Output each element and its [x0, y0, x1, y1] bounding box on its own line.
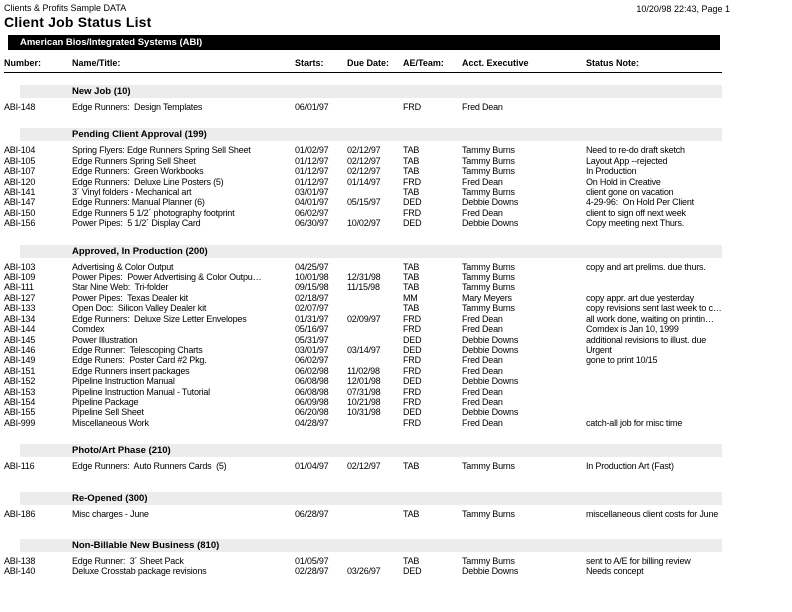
cell-name: Edge Runners: Auto Runners Cards (5)	[72, 461, 227, 472]
cell-note: copy revisions sent last week to c…	[586, 303, 722, 314]
cell-due: 07/31/98	[347, 386, 381, 397]
cell-acct: Mary Meyers	[462, 292, 512, 303]
cell-team: DED	[403, 218, 422, 229]
cell-team: MM	[403, 292, 418, 303]
cell-starts: 06/02/97	[295, 207, 329, 218]
cell-team: TAB	[403, 282, 420, 293]
cell-note: 4-29-96: On Hold Per Client	[586, 197, 694, 208]
report-section	[0, 245, 792, 429]
col-header-ae-team: AE/Team:	[403, 58, 444, 68]
section-title: New Job (10)	[72, 86, 131, 97]
cell-due: 10/02/97	[347, 218, 381, 229]
cell-number: ABI-116	[4, 461, 35, 472]
cell-due	[347, 324, 403, 334]
cell-starts: 01/05/97	[295, 555, 329, 566]
cell-team: FRD	[403, 176, 421, 187]
job-row	[0, 397, 792, 407]
cell-starts: 03/01/97	[295, 344, 329, 355]
cell-name: Deluxe Crosstab package revisions	[72, 566, 207, 577]
cell-due: 03/14/97	[347, 344, 381, 355]
cell-team: TAB	[403, 508, 420, 519]
cell-number: ABI-145	[4, 334, 36, 345]
cell-name: Edge Runners: Green Workbooks	[72, 166, 204, 177]
cell-name: Pipeline Instruction Manual	[72, 376, 175, 387]
cell-due: 03/26/97	[347, 566, 381, 577]
cell-due: 10/31/98	[347, 407, 381, 418]
cell-acct: Tammy Burns	[462, 282, 515, 293]
job-row	[0, 366, 792, 376]
client-group-bar	[8, 35, 720, 50]
cell-starts: 06/02/98	[295, 365, 329, 376]
cell-team: FRD	[403, 313, 421, 324]
cell-acct: Tammy Burns	[462, 187, 515, 198]
section-band	[20, 539, 722, 552]
section-band	[20, 128, 722, 141]
section-title: Photo/Art Phase (210)	[72, 445, 171, 457]
cell-acct: Debbie Downs	[462, 376, 519, 387]
cell-team: TAB	[403, 303, 420, 314]
section-band	[20, 492, 722, 505]
cell-due: 02/09/97	[347, 313, 381, 324]
job-row	[0, 314, 792, 324]
cell-note: copy and art prelims. due thurs.	[586, 261, 706, 272]
cell-due	[347, 262, 403, 272]
cell-number: ABI-111	[4, 282, 34, 293]
cell-number: ABI-152	[4, 376, 36, 387]
cell-acct: Fred Dean	[462, 176, 503, 187]
cell-due: 01/14/97	[347, 176, 381, 187]
cell-number: ABI-104	[4, 145, 36, 156]
cell-team: TAB	[403, 555, 420, 566]
cell-note	[586, 376, 786, 386]
cell-name: Power Pipes: Texas Dealer kit	[72, 292, 188, 303]
cell-name: Open Doc: Silicon Valley Dealer kit	[72, 303, 207, 314]
cell-name: Edge Runners: Manual Planner (6)	[72, 197, 205, 208]
cell-due: 02/12/97	[347, 155, 381, 166]
cell-name: Edge Runners 5 1/2´ photography footprint	[72, 207, 235, 218]
cell-number: ABI-134	[4, 313, 36, 324]
section-title: Re-Opened (300)	[72, 492, 148, 504]
cell-due	[347, 303, 403, 313]
cell-acct: Fred Dean	[462, 365, 503, 376]
cell-number: ABI-186	[4, 508, 36, 519]
cell-number: ABI-999	[4, 417, 36, 428]
cell-due: 11/15/98	[347, 282, 380, 293]
job-row	[0, 208, 792, 218]
cell-acct: Tammy Burns	[462, 555, 515, 566]
cell-team: DED	[403, 566, 422, 577]
cell-acct: Fred Dean	[462, 102, 503, 112]
cell-team: TAB	[403, 261, 420, 272]
cell-team: TAB	[403, 166, 420, 177]
cell-due: 10/21/98	[347, 396, 381, 407]
cell-team: DED	[403, 334, 422, 345]
cell-acct: Debbie Downs	[462, 407, 519, 418]
job-row	[0, 556, 792, 566]
cell-starts: 01/12/97	[295, 166, 329, 177]
cell-note: client to sign off next week	[586, 207, 686, 218]
cell-team: FRD	[403, 207, 421, 218]
cell-starts: 01/12/97	[295, 176, 329, 187]
cell-acct: Tammy Burns	[462, 508, 515, 519]
page-info: 10/20/98 22:43, Page 1	[636, 4, 730, 14]
cell-due: 02/12/97	[347, 166, 381, 177]
report-section	[0, 444, 792, 471]
cell-due: 12/31/98	[347, 272, 381, 283]
cell-number: ABI-103	[4, 261, 36, 272]
job-row	[0, 345, 792, 355]
report-section	[0, 492, 792, 519]
cell-name: Power Illustration	[72, 334, 138, 345]
section-title: Pending Client Approval (199)	[72, 129, 207, 141]
cell-team: TAB	[403, 145, 420, 156]
section-title: Approved, In Production (200)	[72, 245, 208, 257]
cell-acct: Tammy Burns	[462, 166, 515, 177]
job-row	[0, 218, 792, 228]
cell-note	[586, 102, 786, 112]
cell-starts: 01/04/97	[295, 461, 329, 472]
cell-starts: 06/08/98	[295, 386, 329, 397]
cell-number: ABI-155	[4, 407, 36, 418]
cell-acct: Debbie Downs	[462, 566, 519, 577]
col-header-number: Number:	[4, 58, 42, 68]
cell-number: ABI-140	[4, 566, 36, 577]
job-row	[0, 272, 792, 282]
cell-number: ABI-138	[4, 555, 36, 566]
job-row	[0, 102, 792, 112]
cell-note: copy appr. art due yesterday	[586, 292, 694, 303]
cell-acct: Fred Dean	[462, 386, 503, 397]
cell-number: ABI-133	[4, 303, 36, 314]
cell-starts: 01/02/97	[295, 145, 329, 156]
cell-name: Edge Runners Spring Sell Sheet	[72, 155, 196, 166]
cell-acct: Debbie Downs	[462, 197, 519, 208]
cell-note: additional revisions to illust. due	[586, 334, 707, 345]
cell-starts: 06/01/97	[295, 102, 329, 112]
job-row	[0, 293, 792, 303]
cell-acct: Debbie Downs	[462, 344, 519, 355]
app-title: Clients & Profits Sample DATA	[4, 3, 127, 13]
cell-due	[347, 335, 403, 345]
cell-starts: 06/08/98	[295, 376, 329, 387]
cell-acct: Fred Dean	[462, 396, 503, 407]
cell-note	[586, 407, 786, 417]
cell-starts: 06/28/97	[295, 508, 329, 519]
cell-starts: 06/09/98	[295, 396, 329, 407]
cell-note: gone to print 10/15	[586, 355, 658, 366]
cell-number: ABI-107	[4, 166, 36, 177]
cell-number: ABI-141	[4, 187, 36, 198]
cell-note: Urgent	[586, 344, 612, 355]
cell-name: Spring Flyers: Edge Runners Spring Sell Sheet	[72, 145, 251, 156]
sections-container	[0, 85, 792, 577]
cell-name: Edge Runner: Telescoping Charts	[72, 344, 203, 355]
cell-team: TAB	[403, 155, 420, 166]
page-title: Client Job Status List	[4, 14, 152, 30]
cell-note: Needs concept	[586, 566, 644, 577]
cell-team: FRD	[403, 396, 421, 407]
cell-name: Power Pipes: Power Advertising & Color Outpu…	[72, 272, 262, 283]
cell-name: Pipeline Package	[72, 396, 139, 407]
cell-number: ABI-109	[4, 272, 36, 283]
cell-note: Copy meeting next Thurs.	[586, 218, 685, 229]
column-headers	[0, 58, 792, 69]
job-row	[0, 166, 792, 176]
report-section	[0, 539, 792, 577]
cell-note	[586, 387, 786, 397]
cell-team: TAB	[403, 272, 420, 283]
cell-name: Miscellaneous Work	[72, 417, 149, 428]
cell-acct: Debbie Downs	[462, 218, 519, 229]
cell-due	[347, 418, 403, 428]
cell-starts: 04/01/97	[295, 197, 329, 208]
section-band	[20, 85, 722, 98]
cell-note: Layout App --rejected	[586, 155, 668, 166]
cell-name: Edge Runners: Design Templates	[72, 102, 203, 112]
job-row	[0, 187, 792, 197]
cell-starts: 04/28/97	[295, 417, 329, 428]
cell-acct: Fred Dean	[462, 313, 503, 324]
cell-acct: Fred Dean	[462, 355, 503, 366]
client-group-label: American Bios/Integrated Systems (ABI)	[20, 37, 203, 48]
cell-note	[586, 397, 786, 407]
cell-note: Comdex is Jan 10, 1999	[586, 324, 679, 335]
cell-due	[347, 293, 403, 303]
job-row	[0, 461, 792, 471]
cell-starts: 10/01/98	[295, 272, 329, 283]
cell-note: sent to A/E for billing review	[586, 555, 691, 566]
cell-starts: 05/31/97	[295, 334, 329, 345]
report-section	[0, 128, 792, 228]
cell-due: 11/02/98	[347, 365, 380, 376]
cell-acct: Tammy Burns	[462, 155, 515, 166]
cell-name: Edge Runners: Deluxe Line Posters (5)	[72, 176, 224, 187]
cell-team: DED	[403, 407, 422, 418]
cell-team: DED	[403, 197, 422, 208]
cell-starts: 04/25/97	[295, 261, 329, 272]
job-row	[0, 407, 792, 417]
cell-starts: 01/31/97	[295, 313, 329, 324]
col-header-starts: Starts:	[295, 58, 324, 68]
job-row	[0, 197, 792, 207]
cell-starts: 06/20/98	[295, 407, 329, 418]
cell-name: Power Pipes: 5 1/2´ Display Card	[72, 218, 201, 229]
cell-acct: Debbie Downs	[462, 334, 519, 345]
cell-note: In Production	[586, 166, 637, 177]
cell-due: 12/01/98	[347, 376, 381, 387]
col-header-status-note: Status Note:	[586, 58, 640, 68]
section-band	[20, 245, 722, 258]
section-title: Non-Billable New Business (810)	[72, 539, 220, 551]
cell-acct: Fred Dean	[462, 207, 503, 218]
cell-due	[347, 355, 403, 365]
cell-starts: 09/15/98	[295, 282, 329, 293]
cell-starts: 02/28/97	[295, 566, 329, 577]
job-row	[0, 566, 792, 576]
cell-team: DED	[403, 344, 422, 355]
col-header-name: Name/Title:	[72, 58, 121, 68]
job-row	[0, 262, 792, 272]
header-divider	[4, 72, 722, 73]
cell-team: FRD	[403, 102, 421, 112]
cell-starts: 05/16/97	[295, 324, 329, 335]
cell-note: miscellaneous client costs for June	[586, 508, 719, 519]
cell-note	[586, 282, 786, 292]
cell-due: 02/12/97	[347, 461, 381, 472]
job-row	[0, 387, 792, 397]
cell-note	[586, 366, 786, 376]
cell-name: Edge Runner: 3´ Sheet Pack	[72, 555, 184, 566]
job-row	[0, 282, 792, 292]
cell-team: FRD	[403, 355, 421, 366]
cell-name: Advertising & Color Output	[72, 261, 174, 272]
cell-due	[347, 556, 403, 566]
cell-team: TAB	[403, 187, 420, 198]
job-row	[0, 324, 792, 334]
cell-number: ABI-144	[4, 324, 36, 335]
cell-due: 02/12/97	[347, 145, 381, 156]
cell-number: ABI-149	[4, 355, 36, 366]
cell-team: TAB	[403, 461, 420, 472]
cell-name: Misc charges - June	[72, 508, 149, 519]
col-header-acct-executive: Acct. Executive	[462, 58, 529, 68]
cell-team: FRD	[403, 324, 421, 335]
cell-number: ABI-151	[4, 365, 36, 376]
cell-note: In Production Art (Fast)	[586, 461, 674, 472]
cell-note: client gone on vacation	[586, 187, 674, 198]
cell-acct: Fred Dean	[462, 417, 503, 428]
job-row	[0, 509, 792, 519]
cell-note	[586, 272, 786, 282]
cell-name: Edge Runers: Poster Card #2 Pkg.	[72, 355, 207, 366]
cell-number: ABI-156	[4, 218, 36, 229]
cell-note: catch-all job for misc time	[586, 417, 683, 428]
cell-acct: Tammy Burns	[462, 303, 515, 314]
job-row	[0, 303, 792, 313]
cell-starts: 01/12/97	[295, 155, 329, 166]
cell-number: ABI-120	[4, 176, 36, 187]
report-section	[0, 85, 792, 112]
col-header-due-date: Due Date:	[347, 58, 390, 68]
cell-starts: 06/02/97	[295, 355, 329, 366]
cell-name: Comdex	[72, 324, 105, 335]
cell-name: Edge Runners: Deluxe Size Letter Envelopes	[72, 313, 247, 324]
cell-number: ABI-146	[4, 344, 36, 355]
cell-starts: 02/07/97	[295, 303, 329, 314]
job-row	[0, 376, 792, 386]
cell-number: ABI-127	[4, 292, 36, 303]
job-row	[0, 355, 792, 365]
cell-note: all work done, waiting on printin…	[586, 313, 714, 324]
cell-number: ABI-105	[4, 155, 36, 166]
cell-number: ABI-148	[4, 102, 36, 112]
cell-due	[347, 102, 403, 112]
job-row	[0, 156, 792, 166]
section-band	[20, 444, 722, 457]
cell-team: FRD	[403, 365, 421, 376]
cell-starts: 02/18/97	[295, 292, 329, 303]
cell-due: 05/15/97	[347, 197, 381, 208]
cell-acct: Tammy Burns	[462, 261, 515, 272]
cell-number: ABI-154	[4, 396, 36, 407]
job-row	[0, 145, 792, 155]
cell-name: Edge Runners insert packages	[72, 365, 190, 376]
cell-acct: Tammy Burns	[462, 461, 515, 472]
cell-team: FRD	[403, 386, 421, 397]
cell-due	[347, 509, 403, 519]
cell-acct: Tammy Burns	[462, 272, 515, 283]
cell-name: Star Nine Web: Tri-folder	[72, 282, 169, 293]
cell-number: ABI-147	[4, 197, 36, 208]
job-row	[0, 177, 792, 187]
cell-due	[347, 208, 403, 218]
cell-acct: Fred Dean	[462, 324, 503, 335]
cell-team: DED	[403, 376, 422, 387]
cell-note: Need to re-do draft sketch	[586, 145, 685, 156]
cell-due	[347, 187, 403, 197]
cell-starts: 06/30/97	[295, 218, 329, 229]
cell-starts: 03/01/97	[295, 187, 329, 198]
cell-team: FRD	[403, 417, 421, 428]
cell-name: Pipeline Instruction Manual - Tutorial	[72, 386, 210, 397]
cell-number: ABI-153	[4, 386, 36, 397]
cell-name: 3´ Vinyl folders - Mechanical art	[72, 187, 192, 198]
job-row	[0, 418, 792, 428]
cell-name: Pipeline Sell Sheet	[72, 407, 144, 418]
cell-note: On Hold in Creative	[586, 176, 661, 187]
cell-acct: Tammy Burns	[462, 145, 515, 156]
job-row	[0, 335, 792, 345]
cell-number: ABI-150	[4, 207, 36, 218]
